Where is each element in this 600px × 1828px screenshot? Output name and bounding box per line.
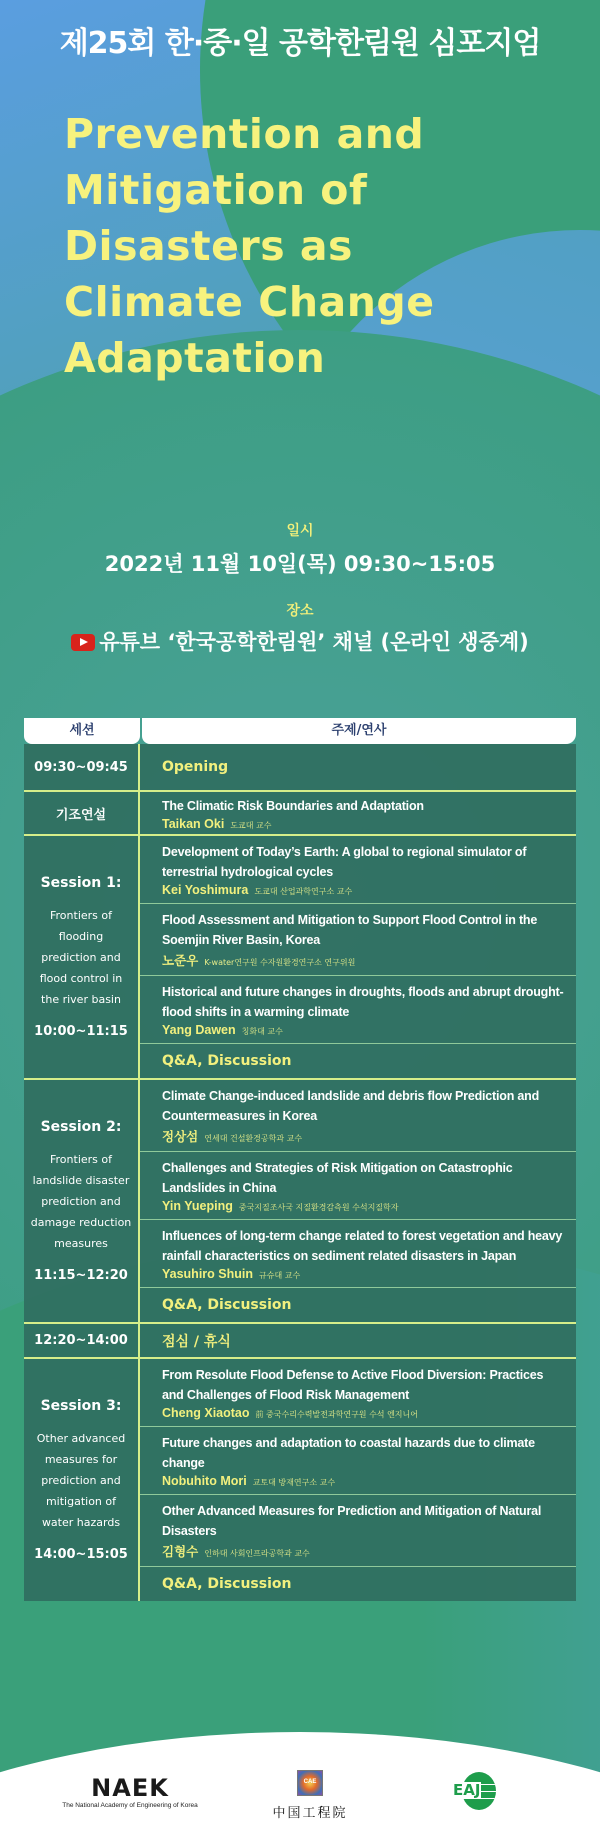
topic-cell bbox=[140, 1324, 576, 1357]
lunch-label: 점심 / 휴식 bbox=[162, 1333, 231, 1350]
session-cell bbox=[24, 836, 140, 1078]
row-keynote bbox=[24, 790, 576, 834]
qa-discussion: Q&A, Discussion bbox=[140, 1043, 576, 1078]
talk-title: Historical and future changes in droughts, floods and abrupt drought-flood shifts in a warming climate bbox=[162, 985, 564, 1019]
affiliation: 교토대 방재연구소 교수 bbox=[252, 1478, 336, 1487]
topic-cell bbox=[140, 1080, 576, 1322]
cae-logo bbox=[265, 1770, 355, 1821]
talk-title: Flood Assessment and Mitigation to Support Flood Control in the Soemjin River Basin, Korea bbox=[162, 913, 538, 947]
topic-cell bbox=[140, 792, 576, 834]
speaker bbox=[162, 1474, 566, 1488]
speaker bbox=[162, 1542, 566, 1560]
session-cell bbox=[24, 1359, 140, 1601]
speaker bbox=[162, 817, 566, 831]
session-cell bbox=[24, 1080, 140, 1322]
talk-title: The Climatic Risk Boundaries and Adaptation bbox=[162, 798, 424, 813]
session-cell bbox=[24, 792, 140, 834]
eaj-mark: EAJ bbox=[453, 1781, 481, 1799]
session-cell bbox=[24, 1324, 140, 1357]
keynote-label: 기조연설 bbox=[55, 807, 107, 823]
speaker-name: Yin Yueping bbox=[162, 1199, 233, 1213]
date-value: 2022년 11월 10일(목) 09:30~15:05 bbox=[104, 552, 496, 576]
time: 09:30~09:45 bbox=[34, 759, 128, 775]
row-lunch bbox=[24, 1322, 576, 1357]
session-time: 11:15~12:20 bbox=[34, 1268, 128, 1283]
main-title-line: Disasters as bbox=[64, 222, 353, 270]
speaker-name: 김형수 bbox=[162, 1545, 199, 1559]
place-label: 장소 bbox=[286, 603, 314, 619]
talk bbox=[140, 1219, 576, 1287]
affiliation: 도쿄대 교수 bbox=[230, 820, 272, 830]
time: 12:20~14:00 bbox=[34, 1333, 128, 1348]
speaker-name: Cheng Xiaotao bbox=[162, 1406, 250, 1420]
speaker bbox=[162, 1199, 566, 1213]
naek-mark: NAEK bbox=[91, 1774, 169, 1802]
main-title-line: Climate Change bbox=[64, 278, 435, 326]
sponsor-logos bbox=[0, 1770, 600, 1828]
main-title-line: Mitigation of bbox=[64, 166, 368, 214]
session-time: 10:00~11:15 bbox=[34, 1024, 128, 1039]
table-header bbox=[24, 718, 576, 744]
talk bbox=[140, 1426, 576, 1494]
talk bbox=[140, 903, 576, 975]
qa-discussion: Q&A, Discussion bbox=[140, 1566, 576, 1601]
talk-title: Development of Today’s Earth: A global to regional simulator of terrestrial hydrological cycles bbox=[162, 845, 527, 879]
session-description: Frontiers of landslide disaster prediction and damage reduction measures bbox=[30, 1153, 132, 1250]
youtube-icon bbox=[71, 634, 95, 651]
speaker bbox=[162, 1023, 566, 1037]
opening-label: Opening bbox=[162, 759, 229, 775]
speaker-name: 노준우 bbox=[162, 954, 199, 968]
place-line bbox=[0, 626, 600, 656]
talk-title: Other Advanced Measures for Prediction and Mitigation of Natural Disasters bbox=[162, 1504, 542, 1538]
talk bbox=[140, 1151, 576, 1219]
talk bbox=[140, 836, 576, 903]
place-block bbox=[0, 600, 600, 656]
talk bbox=[140, 975, 576, 1043]
cae-emblem-icon bbox=[297, 1770, 323, 1796]
row-session-2 bbox=[24, 1078, 576, 1322]
speaker-name: 정상섬 bbox=[162, 1130, 199, 1144]
eaj-logo bbox=[452, 1772, 498, 1814]
session-cell bbox=[24, 744, 140, 790]
affiliation: 중국지질조사국 지질환경감측원 수석지질학자 bbox=[238, 1203, 399, 1212]
header-session: 세션 bbox=[24, 718, 140, 744]
speaker bbox=[162, 1127, 566, 1145]
row-opening bbox=[24, 744, 576, 790]
main-title bbox=[64, 106, 544, 386]
affiliation: 인하대 사회인프라공학과 교수 bbox=[204, 1549, 310, 1558]
session-name: Session 2: bbox=[40, 1119, 122, 1135]
speaker bbox=[162, 1267, 566, 1281]
affiliation: 규슈대 교수 bbox=[259, 1271, 301, 1280]
cae-mark: CAE bbox=[303, 1779, 317, 1785]
talk-title: Future changes and adaptation to coastal hazards due to climate change bbox=[162, 1436, 535, 1470]
affiliation: K-water연구원 수자원환경연구소 연구위원 bbox=[204, 958, 356, 967]
speaker bbox=[162, 1406, 566, 1420]
main-title-line: Adaptation bbox=[64, 334, 326, 382]
speaker-name: Yasuhiro Shuin bbox=[162, 1267, 253, 1281]
topic-cell bbox=[140, 744, 576, 790]
date-block bbox=[0, 520, 600, 578]
talk bbox=[140, 1494, 576, 1566]
row-session-3 bbox=[24, 1357, 576, 1601]
session-description: Other advanced measures for prediction and mitigation of water hazards bbox=[36, 1432, 126, 1529]
row-session-1 bbox=[24, 834, 576, 1078]
talk bbox=[140, 794, 576, 833]
place-value[interactable]: 유튜브 ‘한국공학한림원’ 채널 (온라인 생중계) bbox=[99, 630, 529, 654]
talk-title: Challenges and Strategies of Risk Mitigation on Catastrophic Landslides in China bbox=[162, 1161, 513, 1195]
session-name: Session 3: bbox=[40, 1398, 122, 1414]
table-body bbox=[24, 744, 576, 1601]
cae-subtitle: 中国工程院 bbox=[272, 1806, 348, 1821]
talk bbox=[140, 1080, 576, 1151]
speaker bbox=[162, 951, 566, 969]
topic-cell bbox=[140, 1359, 576, 1601]
affiliation: 前 중국수리수력발전과학연구원 수석 엔지니어 bbox=[255, 1410, 418, 1419]
speaker-name: Kei Yoshimura bbox=[162, 883, 249, 897]
date-label: 일시 bbox=[286, 523, 314, 539]
naek-subtitle: The National Academy of Engineering of Korea bbox=[62, 1802, 198, 1809]
session-time: 14:00~15:05 bbox=[34, 1547, 128, 1562]
naek-logo bbox=[60, 1774, 200, 1809]
affiliation: 도쿄대 산업과학연구소 교수 bbox=[254, 887, 353, 896]
speaker-name: Nobuhito Mori bbox=[162, 1474, 247, 1488]
talk-title: Influences of long-term change related to forest vegetation and heavy rainfall characteristics on sediment related disasters in Japan bbox=[162, 1229, 563, 1263]
main-title-line: Prevention and bbox=[64, 110, 425, 158]
speaker-name: Yang Dawen bbox=[162, 1023, 236, 1037]
speaker bbox=[162, 883, 566, 897]
affiliation: 칭화대 교수 bbox=[241, 1027, 283, 1036]
session-name: Session 1: bbox=[40, 875, 122, 891]
speaker-name: Taikan Oki bbox=[162, 816, 225, 831]
talk bbox=[140, 1359, 576, 1426]
symposium-title: 제25회 한·중·일 공학한림원 심포지엄 bbox=[59, 26, 541, 61]
talk-title: From Resolute Flood Defense to Active Flood Diversion: Practices and Challenges of Flood Risk Management bbox=[162, 1368, 544, 1402]
header-topic: 주제/연사 bbox=[142, 718, 576, 744]
schedule-table bbox=[24, 718, 576, 1601]
talk-title: Climate Change-induced landslide and debris flow Prediction and Countermeasures in Korea bbox=[162, 1089, 540, 1123]
topic-cell bbox=[140, 836, 576, 1078]
affiliation: 연세대 건설환경공학과 교수 bbox=[204, 1134, 303, 1143]
session-description: Frontiers of flooding prediction and flood control in the river basin bbox=[39, 909, 123, 1006]
qa-discussion: Q&A, Discussion bbox=[140, 1287, 576, 1322]
